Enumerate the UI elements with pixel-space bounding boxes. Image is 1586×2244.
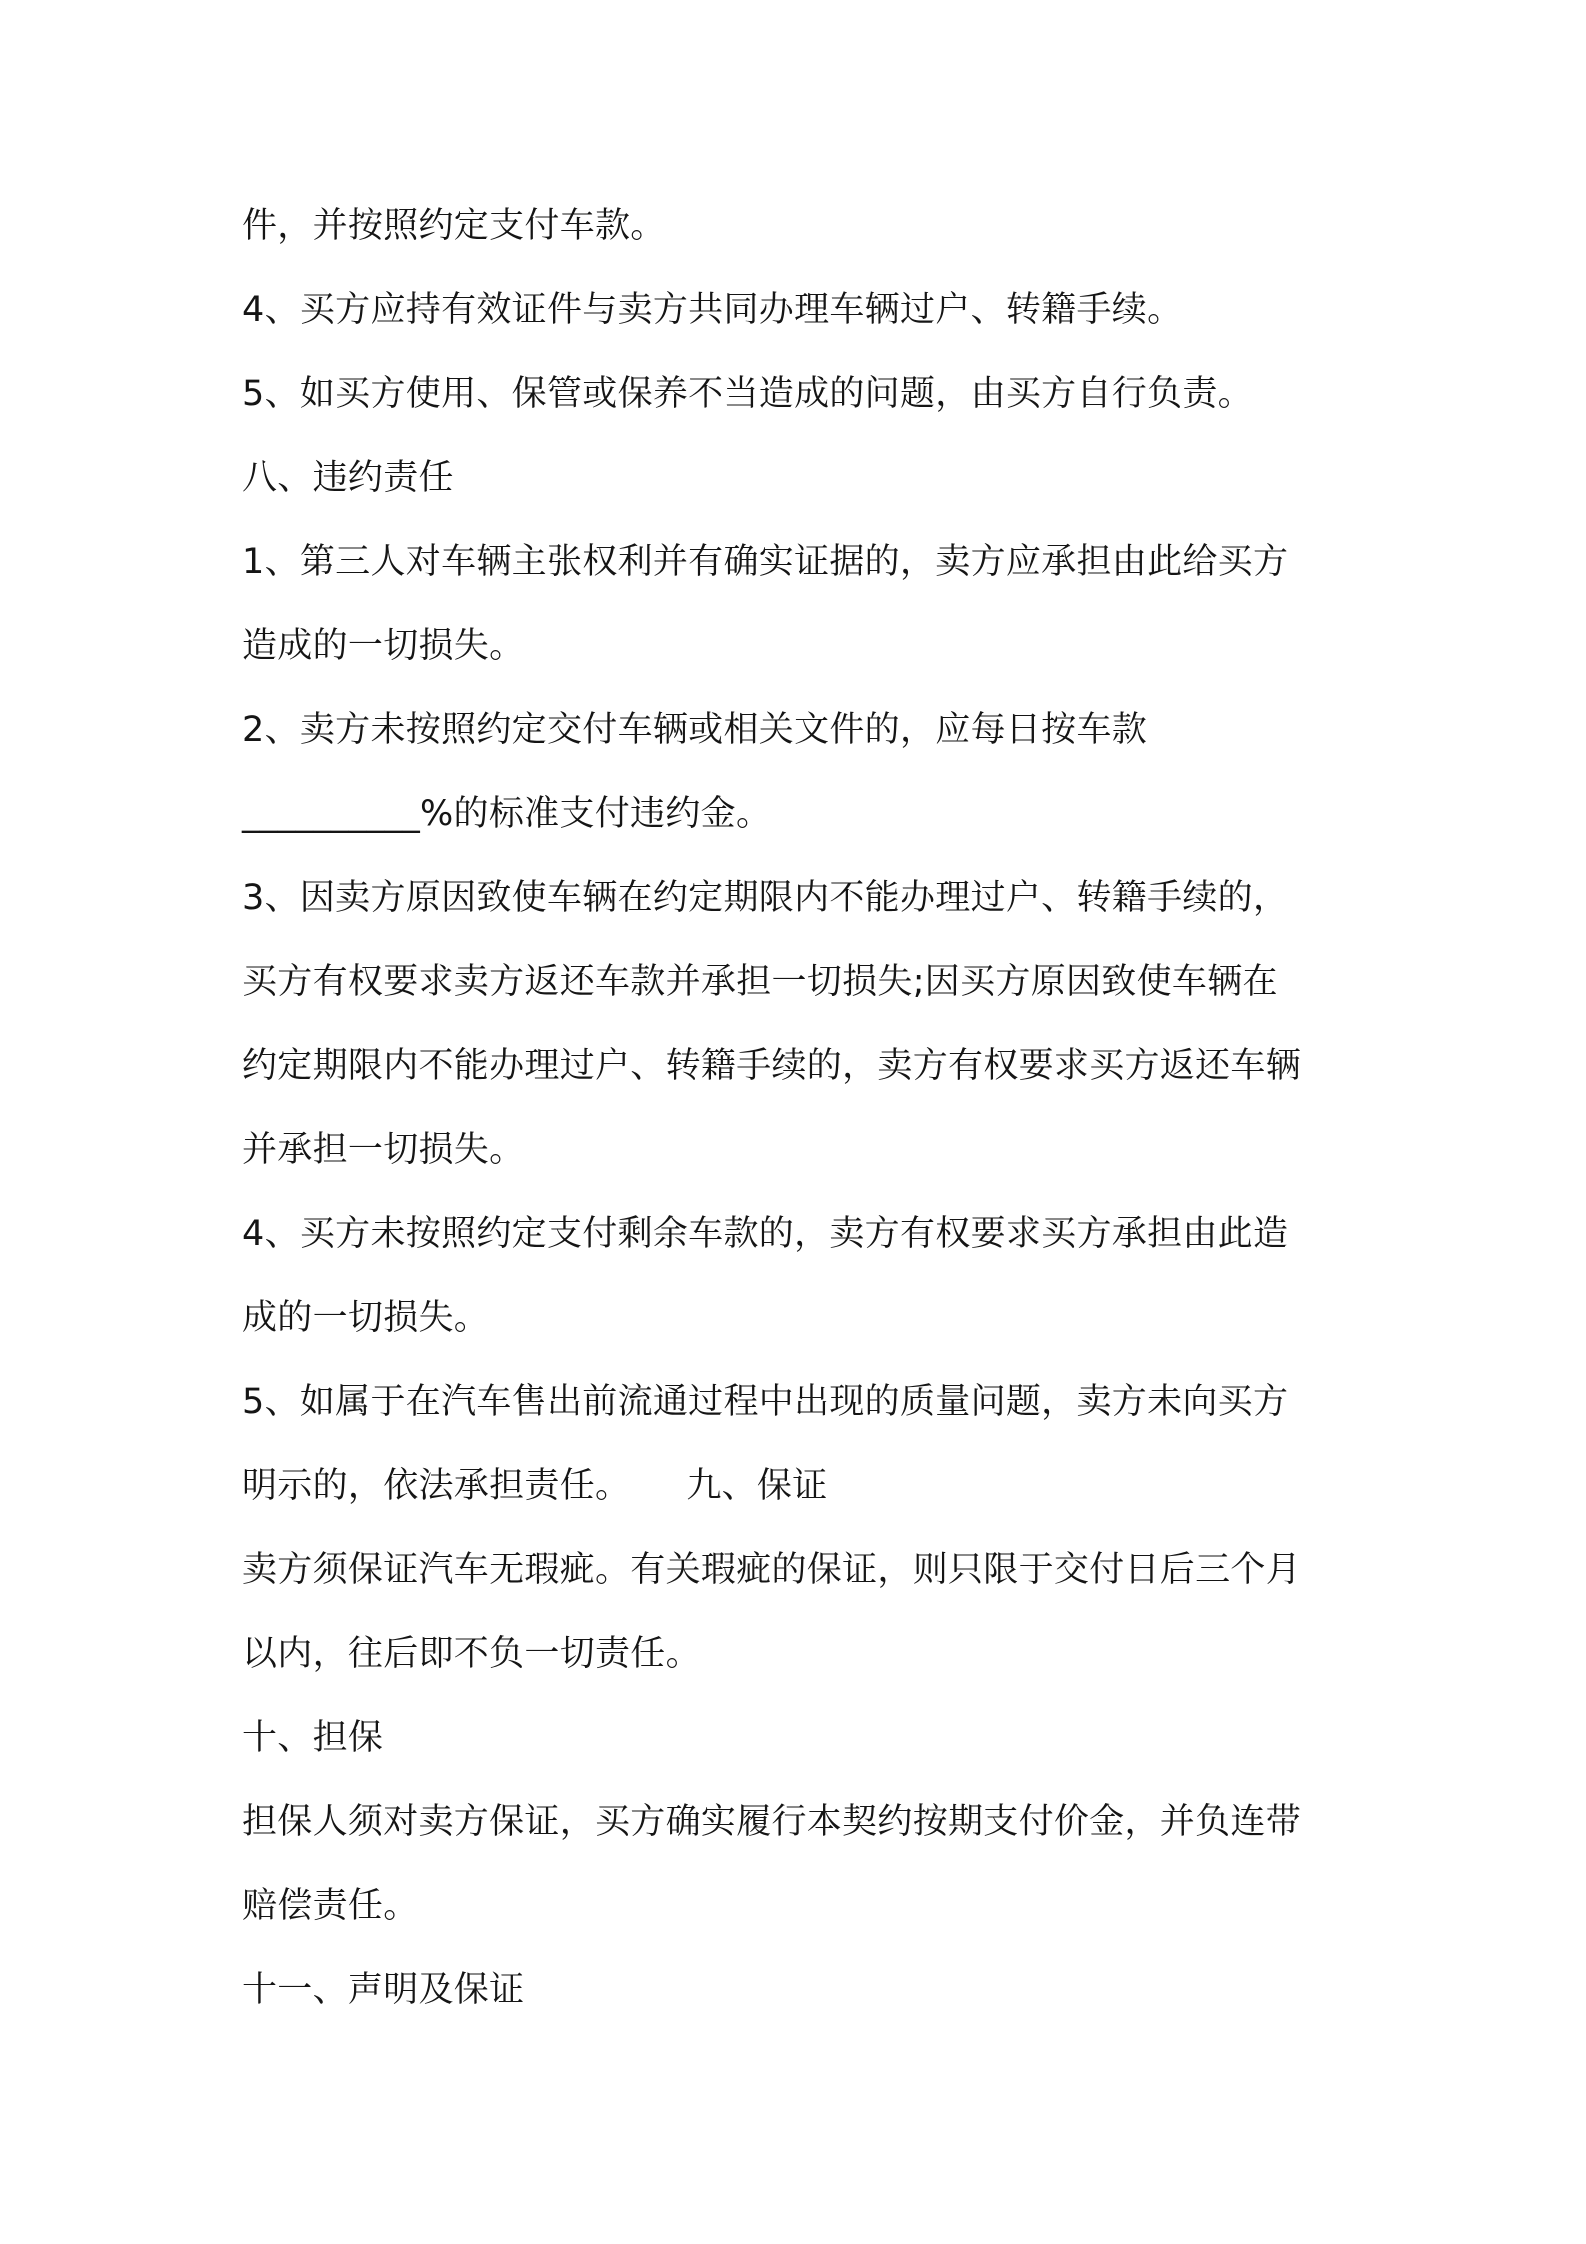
text-line: 以内，往后即不负一切责任。 xyxy=(242,1634,701,1674)
text-line: 件，并按照约定支付车款。 xyxy=(242,206,666,246)
text-line: __________%的标准支付违约金。 xyxy=(242,794,772,834)
section-heading: 十一、声明及保证 xyxy=(242,1970,525,2010)
text-line: 4、买方应持有效证件与卖方共同办理车辆过户、转籍手续。 xyxy=(242,290,1183,330)
text-line: 造成的一切损失。 xyxy=(242,626,525,666)
text-line: 卖方须保证汽车无瑕疵。有关瑕疵的保证，则只限于交付日后三个月 xyxy=(242,1550,1302,1590)
text-line: 2、卖方未按照约定交付车辆或相关文件的，应每日按车款 xyxy=(242,710,1148,750)
section-heading: 九、保证 xyxy=(686,1466,828,1506)
text-line: 4、买方未按照约定支付剩余车款的，卖方有权要求买方承担由此造 xyxy=(242,1214,1289,1254)
text-line: 担保人须对卖方保证，买方确实履行本契约按期支付价金，并负连带 xyxy=(242,1802,1302,1842)
text-line: 明示的，依法承担责任。 xyxy=(242,1466,631,1506)
text-line: 并承担一切损失。 xyxy=(242,1130,525,1170)
text-line: 买方有权要求卖方返还车款并承担一切损失;因买方原因致使车辆在 xyxy=(242,962,1278,1002)
text-line-with-heading xyxy=(242,1463,828,1509)
text-line: 1、第三人对车辆主张权利并有确实证据的，卖方应承担由此给买方 xyxy=(242,542,1289,582)
text-line: 5、如买方使用、保管或保养不当造成的问题，由买方自行负责。 xyxy=(242,374,1253,414)
text-line: 赔偿责任。 xyxy=(242,1886,419,1926)
text-line: 约定期限内不能办理过户、转籍手续的，卖方有权要求买方返还车辆 xyxy=(242,1046,1302,1086)
section-heading: 八、违约责任 xyxy=(242,458,454,498)
text-line: 5、如属于在汽车售出前流通过程中出现的质量问题，卖方未向买方 xyxy=(242,1382,1289,1422)
text-line: 3、因卖方原因致使车辆在约定期限内不能办理过户、转籍手续的， xyxy=(242,878,1289,918)
text-line: 成的一切损失。 xyxy=(242,1298,490,1338)
section-heading: 十、担保 xyxy=(242,1718,384,1758)
